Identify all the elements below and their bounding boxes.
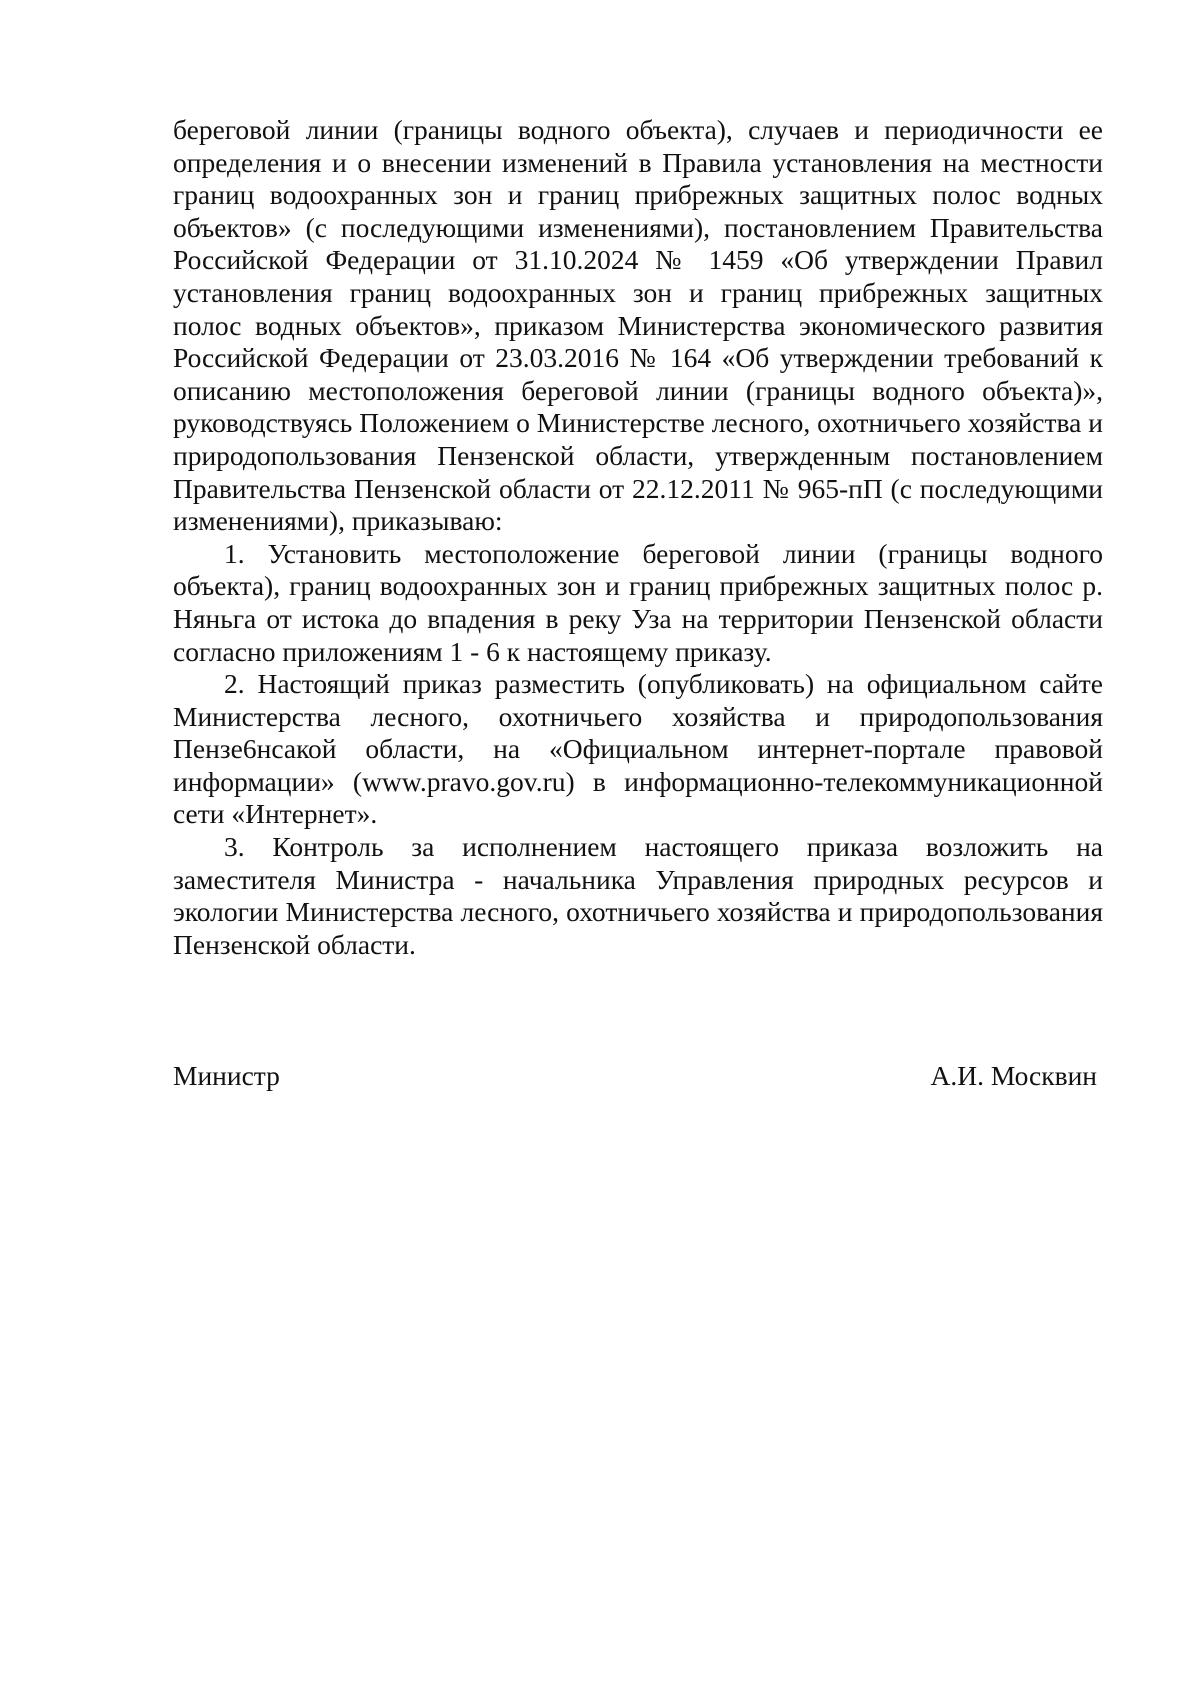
document-body — [173, 114, 1103, 961]
signature-block — [173, 1060, 1103, 1093]
order-item-1: 1. Установить местоположение береговой линии (границы водного объекта), границ водоохранных зон и границ прибрежных защитных полос р. Няньга от истока до впадения в реку Уза на территории Пензенской области согласно приложениям 1 - 6 к настоящему приказу. — [173, 537, 1103, 667]
order-item-2: 2. Настоящий приказ разместить (опубликовать) на официальном сайте Министерства лесного, охотничьего хозяйства и природопользования Пензе6нсакой области, на «Официальном интернет-портале правовой информации» (www.pravo.gov.ru) в информационно-телекоммуникационной сети «Интернет». — [173, 668, 1103, 830]
signatory-name: А.И. Москвин — [930, 1060, 1097, 1091]
preamble-paragraph: береговой линии (границы водного объекта), случаев и периодичности ее определения и о внесении изменений в Правила установления на местности границ водоохранных зон и границ прибрежных защитных полос водных объектов» (с последующими изменениями), постановлением Правительства Российской Федерации от 31.10.2024 № 1459 «Об утверждении Правил установления границ водоохранных зон и границ прибрежных защитных полос водных объектов», приказом Министерства экономического развития Российской Федерации от 23.03.2016 № 164 «Об утверждении требований к описанию местоположения береговой линии (границы водного объекта)», руководствуясь Положением о Министерстве лесного, охотничьего хозяйства и природопользования Пензенской области, утвержденным постановлением Правительства Пензенской области от 22.12.2011 № 965-пП (с последующими изменениями), приказываю: — [173, 114, 1103, 537]
signatory-position: Министр — [173, 1060, 280, 1091]
order-item-3: 3. Контроль за исполнением настоящего приказа возложить на заместителя Министра - начальника Управления природных ресурсов и экологии Министерства лесного, охотничьего хозяйства и природопользования Пензенской области. — [173, 831, 1103, 960]
